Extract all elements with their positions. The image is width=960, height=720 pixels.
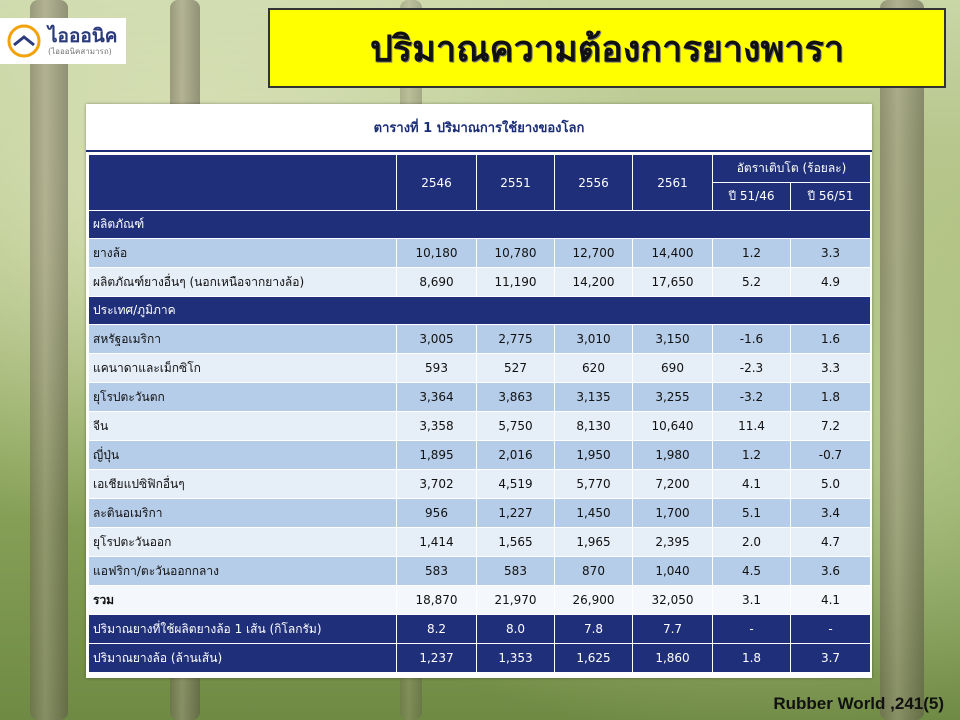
row-label: จีน (89, 412, 397, 441)
table-row (89, 412, 871, 441)
table-cell: 4.9 (791, 268, 871, 297)
year-header: 2551 (477, 155, 555, 211)
table-cell: 32,050 (633, 586, 713, 615)
table-row (89, 354, 871, 383)
table-cell: 1.2 (713, 239, 791, 268)
growth-col-header: ปี 51/46 (713, 183, 791, 211)
table-cell: 10,180 (397, 239, 477, 268)
table-cell: 1,565 (477, 528, 555, 557)
summary-body (89, 586, 871, 673)
row-label: ยุโรปตะวันออก (89, 528, 397, 557)
table-cell: 956 (397, 499, 477, 528)
table-cell: -2.3 (713, 354, 791, 383)
table-cell: 8.0 (477, 615, 555, 644)
table-cell: 3.1 (713, 586, 791, 615)
table-row (89, 239, 871, 268)
table-cell: 3,150 (633, 325, 713, 354)
table-cell: 2,395 (633, 528, 713, 557)
table-cell: 2.0 (713, 528, 791, 557)
row-label: แคนาดาและเม็กซิโก (89, 354, 397, 383)
table-cell: 17,650 (633, 268, 713, 297)
table-cell: - (791, 615, 871, 644)
table-row (89, 383, 871, 412)
table-cell: 10,640 (633, 412, 713, 441)
table-row (89, 325, 871, 354)
table-cell: - (713, 615, 791, 644)
table-cell: 1,625 (555, 644, 633, 673)
table-cell: 1,965 (555, 528, 633, 557)
row-label: ญี่ปุ่น (89, 441, 397, 470)
regions-body (89, 325, 871, 586)
table-cell: 7,200 (633, 470, 713, 499)
table-cell: 2,016 (477, 441, 555, 470)
table-cell: 12,700 (555, 239, 633, 268)
table-row (89, 441, 871, 470)
table-cell: 1,895 (397, 441, 477, 470)
table-cell: -3.2 (713, 383, 791, 412)
table-cell: 7.8 (555, 615, 633, 644)
table-cell: 3,863 (477, 383, 555, 412)
logo-name: ไอออนิค (48, 24, 118, 47)
table-card (86, 104, 872, 678)
rubber-usage-table (88, 154, 871, 673)
table-cell: 620 (555, 354, 633, 383)
section-products: ผลิตภัณฑ์ (89, 211, 871, 239)
table-cell: 4.1 (713, 470, 791, 499)
table-cell: 583 (397, 557, 477, 586)
table-row (89, 528, 871, 557)
table-cell: 2,775 (477, 325, 555, 354)
table-caption: ตารางที่ 1 ปริมาณการใช้ยางของโลก (86, 104, 872, 152)
table-cell: 5,770 (555, 470, 633, 499)
table-cell: 4.1 (791, 586, 871, 615)
table-cell: 11,190 (477, 268, 555, 297)
table-cell: 1,227 (477, 499, 555, 528)
table-cell: 1,980 (633, 441, 713, 470)
table-cell: 1,700 (633, 499, 713, 528)
year-header: 2561 (633, 155, 713, 211)
table-cell: 1,414 (397, 528, 477, 557)
table-cell: 8,690 (397, 268, 477, 297)
header-blank (89, 155, 397, 211)
row-label: รวม (89, 586, 397, 615)
table-cell: 14,400 (633, 239, 713, 268)
year-header: 2556 (555, 155, 633, 211)
table-cell: 4,519 (477, 470, 555, 499)
table-cell: 3,364 (397, 383, 477, 412)
row-label: ปริมาณยางที่ใช้ผลิตยางล้อ 1 เส้น (กิโลกรัม) (89, 615, 397, 644)
table-row (89, 268, 871, 297)
row-label: ละตินอเมริกา (89, 499, 397, 528)
slide-title-box (268, 8, 946, 88)
logo-mark-icon (6, 23, 42, 59)
tree-trunk (880, 0, 924, 720)
row-label: แอฟริกา/ตะวันออกกลาง (89, 557, 397, 586)
row-label: ยางล้อ (89, 239, 397, 268)
table-cell: 11.4 (713, 412, 791, 441)
table-row (89, 557, 871, 586)
table-cell: -0.7 (791, 441, 871, 470)
row-label: ผลิตภัณฑ์ยางอื่นๆ (นอกเหนือจากยางล้อ) (89, 268, 397, 297)
table-cell: 4.5 (713, 557, 791, 586)
table-cell: 3,702 (397, 470, 477, 499)
table-cell: 26,900 (555, 586, 633, 615)
table-cell: 5.2 (713, 268, 791, 297)
table-cell: 690 (633, 354, 713, 383)
table-cell: 3,358 (397, 412, 477, 441)
table-cell: 8,130 (555, 412, 633, 441)
logo-subtitle: (ไอออนิคสามารถ) (48, 46, 112, 56)
table-cell: -1.6 (713, 325, 791, 354)
table-cell: 14,200 (555, 268, 633, 297)
table-cell: 7.2 (791, 412, 871, 441)
table-cell: 3,255 (633, 383, 713, 412)
table-cell: 8.2 (397, 615, 477, 644)
table-cell: 5.0 (791, 470, 871, 499)
table-cell: 3,135 (555, 383, 633, 412)
table-cell: 3.4 (791, 499, 871, 528)
table-cell: 5.1 (713, 499, 791, 528)
row-label: เอเชียแปซิฟิกอื่นๆ (89, 470, 397, 499)
table-cell: 1,353 (477, 644, 555, 673)
table-cell: 1,040 (633, 557, 713, 586)
products-body (89, 239, 871, 297)
tree-trunk (30, 0, 68, 720)
table-cell: 3.3 (791, 354, 871, 383)
growth-col-header: ปี 56/51 (791, 183, 871, 211)
table-row (89, 644, 871, 673)
table-cell: 5,750 (477, 412, 555, 441)
source-citation: Rubber World ,241(5) (773, 694, 944, 713)
table-cell: 1.2 (713, 441, 791, 470)
table-cell: 870 (555, 557, 633, 586)
table-cell: 1,950 (555, 441, 633, 470)
table-cell: 3.7 (791, 644, 871, 673)
section-regions: ประเทศ/ภูมิภาค (89, 297, 871, 325)
table-cell: 527 (477, 354, 555, 383)
table-cell: 4.7 (791, 528, 871, 557)
table-cell: 583 (477, 557, 555, 586)
table-cell: 7.7 (633, 615, 713, 644)
table-cell: 3.6 (791, 557, 871, 586)
table-cell: 21,970 (477, 586, 555, 615)
table-cell: 3.3 (791, 239, 871, 268)
table-cell: 1.8 (713, 644, 791, 673)
year-header: 2546 (397, 155, 477, 211)
company-logo (0, 18, 126, 64)
table-cell: 3,005 (397, 325, 477, 354)
table-cell: 3,010 (555, 325, 633, 354)
row-label: ปริมาณยางล้อ (ล้านเส้น) (89, 644, 397, 673)
growth-header: อัตราเติบโต (ร้อยละ) (713, 155, 871, 183)
table-cell: 1,450 (555, 499, 633, 528)
table-cell: 1.8 (791, 383, 871, 412)
table-cell: 1.6 (791, 325, 871, 354)
table-cell: 18,870 (397, 586, 477, 615)
table-row (89, 499, 871, 528)
table-cell: 1,237 (397, 644, 477, 673)
row-label: สหรัฐอเมริกา (89, 325, 397, 354)
table-row (89, 615, 871, 644)
row-label: ยุโรปตะวันตก (89, 383, 397, 412)
table-row (89, 470, 871, 499)
slide-title: ปริมาณความต้องการยางพารา (369, 28, 845, 70)
table-cell: 10,780 (477, 239, 555, 268)
table-cell: 593 (397, 354, 477, 383)
table-row (89, 586, 871, 615)
table-cell: 1,860 (633, 644, 713, 673)
